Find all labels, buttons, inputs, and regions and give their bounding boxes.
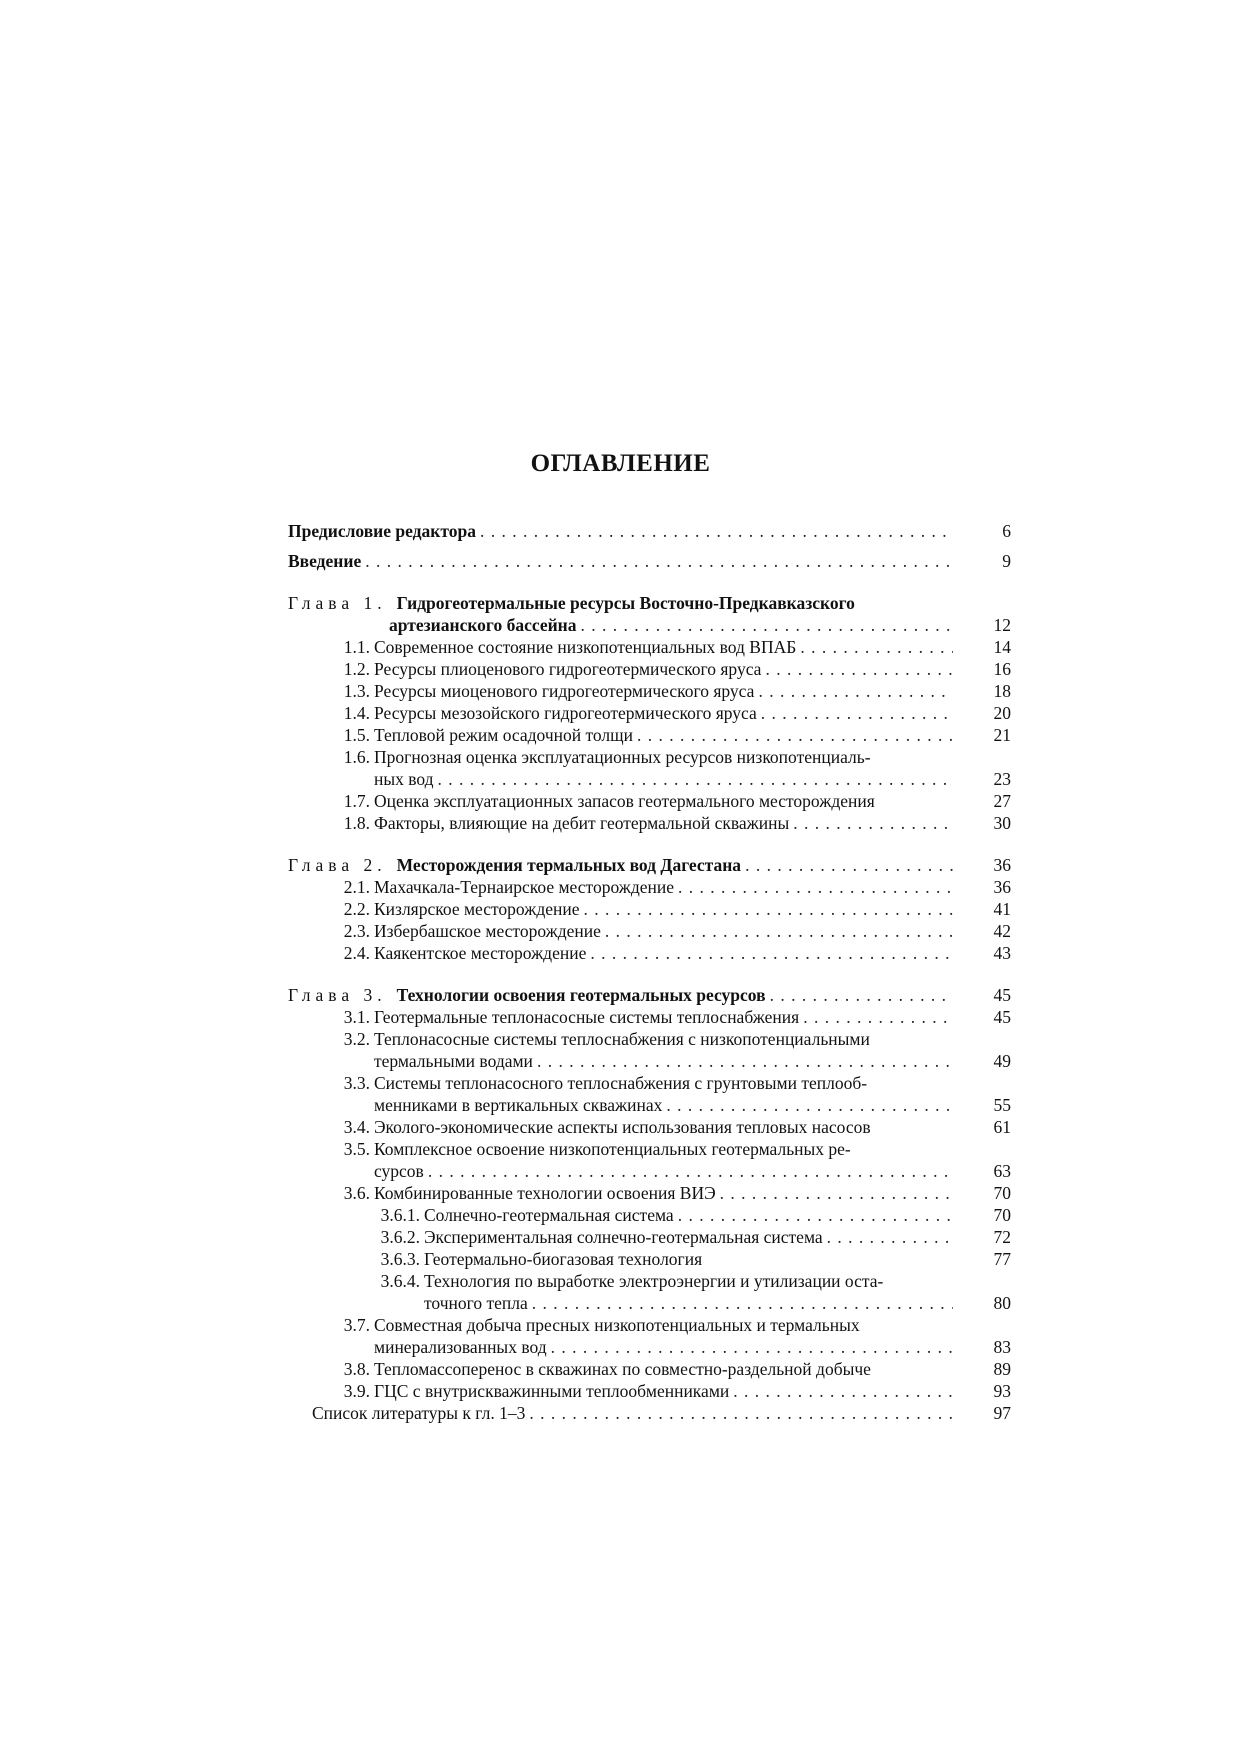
section-number: 2.1. [343, 877, 370, 897]
page-number: 42 [993, 921, 1011, 941]
dot-leader [789, 812, 953, 834]
dot-leader [674, 1204, 953, 1226]
toc-entry-text: Махачкала-Тернаирское месторождение [374, 877, 675, 897]
toc-entry-text: Солнечно-геотермальная система [424, 1205, 674, 1225]
page-number: 43 [993, 943, 1011, 963]
dot-leader [577, 614, 953, 636]
toc-entry-text: термальными водами [374, 1051, 533, 1071]
section-number: 2.2. [343, 899, 370, 919]
page-number: 21 [993, 725, 1011, 745]
dot-leader [716, 1182, 953, 1204]
toc-entry-text: Геотермально-биогазовая технология [424, 1249, 703, 1269]
toc-entry-text: Современное состояние низкопотенциальных вод ВПАБ [374, 637, 797, 657]
section-number: 1.4. [343, 703, 370, 723]
toc-entry-text: минерализованных вод [374, 1337, 547, 1357]
section-number: 1.3. [343, 681, 370, 701]
toc-entry-text: Тепломассоперенос в скважинах по совместно-раздельной добыче [374, 1359, 871, 1379]
chapter-title: Месторождения термальных вод Дагестана [396, 855, 742, 875]
chapter-label: Глава 3. [288, 985, 387, 1005]
toc-subentry-cont[interactable] [288, 1292, 1011, 1314]
section-number: 3.6.1. [380, 1205, 420, 1225]
dot-leader [757, 702, 953, 724]
toc-entry[interactable] [288, 680, 1011, 702]
page-number: 16 [993, 659, 1011, 679]
toc-entry-text: Оценка эксплуатационных запасов геотермального месторождения [374, 791, 875, 811]
toc-entry-text: Комбинированные технологии освоения ВИЭ [374, 1183, 716, 1203]
page-number: 80 [993, 1293, 1011, 1313]
toc-entry[interactable] [288, 746, 953, 768]
toc-entry[interactable] [288, 876, 1011, 898]
toc-entry-text: Ресурсы миоценового гидрогеотермического яруса [374, 681, 755, 701]
dot-leader [580, 898, 953, 920]
toc-entry-cont[interactable] [288, 1336, 1011, 1358]
section-number: 3.8. [343, 1359, 370, 1379]
toc-chapter-1-heading-cont[interactable] [288, 614, 1011, 636]
toc-entry[interactable] [288, 1006, 1011, 1028]
page-number: 63 [993, 1161, 1011, 1181]
dot-leader [729, 1380, 953, 1402]
toc-entry-text: Каякентское месторождение [374, 943, 587, 963]
page-number: 70 [993, 1205, 1011, 1225]
page-number: 23 [993, 769, 1011, 789]
toc-entry[interactable] [288, 1028, 953, 1050]
toc-entry-text: Комплексное освоение низкопотенциальных геотермальных ре- [374, 1139, 851, 1159]
page-number: 41 [993, 899, 1011, 919]
toc-subentry[interactable] [288, 1248, 1011, 1270]
section-number: 3.9. [343, 1381, 370, 1401]
toc-entry-text: сурсов [374, 1161, 424, 1181]
section-number: 3.4. [343, 1117, 370, 1137]
toc-entry-cont[interactable] [288, 1050, 1011, 1072]
section-number: 3.6.3. [380, 1249, 420, 1269]
table-of-contents [288, 520, 1011, 1424]
page-number: 89 [993, 1359, 1011, 1379]
toc-entry[interactable] [288, 812, 1011, 834]
toc-entry-text: Введение [288, 551, 362, 571]
page-number: 83 [993, 1337, 1011, 1357]
dot-leader [823, 1226, 953, 1248]
dot-leader [741, 854, 953, 876]
page-number: 14 [993, 637, 1011, 657]
toc-entry-text: Совместная добыча пресных низкопотенциальных и термальных [374, 1315, 860, 1335]
toc-entry-text: Геотермальные теплонасосные системы теплоснабжения [374, 1007, 800, 1027]
section-number: 1.5. [343, 725, 370, 745]
toc-entry-text: Предисловие редактора [288, 521, 476, 541]
page-number: 12 [993, 615, 1011, 635]
toc-entry-text: Ресурсы мезозойского гидрогеотермического яруса [374, 703, 757, 723]
section-number: 3.7. [343, 1315, 370, 1335]
section-number: 1.1. [343, 637, 370, 657]
toc-entry-text: Факторы, влияющие на дебит геотермальной скважины [374, 813, 790, 833]
page-number: 55 [993, 1095, 1011, 1115]
toc-entry[interactable] [288, 702, 1011, 724]
toc-chapter-2-heading[interactable] [288, 854, 1011, 876]
page-number: 20 [993, 703, 1011, 723]
toc-entry[interactable] [288, 1072, 953, 1094]
chapter-label: Глава 1. [288, 593, 387, 613]
toc-chapter-1-heading[interactable] [288, 592, 953, 614]
toc-entry[interactable] [288, 898, 1011, 920]
page-number: 45 [993, 1007, 1011, 1027]
section-number: 3.3. [343, 1073, 370, 1093]
dot-leader [796, 636, 953, 658]
toc-entry-preface[interactable] [288, 520, 1011, 542]
toc-entry-text: Экспериментальная солнечно-геотермальная система [424, 1227, 823, 1247]
toc-entry[interactable] [288, 1138, 953, 1160]
toc-entry-bibliography[interactable] [288, 1402, 1011, 1424]
section-number: 3.1. [343, 1007, 370, 1027]
page-number: 36 [993, 877, 1011, 897]
page-number: 77 [993, 1249, 1011, 1269]
section-number: 3.5. [343, 1139, 370, 1159]
toc-subentry[interactable] [288, 1270, 953, 1292]
dot-leader [754, 680, 953, 702]
section-number: 3.6.4. [380, 1271, 420, 1291]
page-number: 36 [993, 855, 1011, 875]
dot-leader [424, 1160, 953, 1182]
dot-leader [361, 550, 953, 572]
dot-leader [662, 1094, 953, 1116]
toc-entry-text: Системы теплонасосного теплоснабжения с грунтовыми теплооб- [374, 1073, 868, 1093]
toc-entry-text: Прогнозная оценка эксплуатационных ресурсов низкопотенциаль- [374, 747, 871, 767]
section-number: 3.6. [343, 1183, 370, 1203]
section-number: 3.2. [343, 1029, 370, 1049]
toc-entry-text: Избербашское месторождение [374, 921, 601, 941]
dot-leader [528, 1292, 953, 1314]
toc-entry[interactable] [288, 1116, 1011, 1138]
toc-entry[interactable] [288, 658, 1011, 680]
toc-entry[interactable] [288, 636, 1011, 658]
section-number: 3.6.2. [380, 1227, 420, 1247]
page-number: 27 [993, 791, 1011, 811]
dot-leader [674, 876, 953, 898]
dot-leader [766, 984, 953, 1006]
page-number: 30 [993, 813, 1011, 833]
page-number: 70 [993, 1183, 1011, 1203]
toc-entry-text: Ресурсы плиоценового гидрогеотермического яруса [374, 659, 762, 679]
toc-entry-introduction[interactable] [288, 550, 1011, 572]
toc-entry-text: ных вод [374, 769, 434, 789]
toc-entry-cont[interactable] [288, 1094, 1011, 1116]
toc-entry[interactable] [288, 790, 1011, 812]
toc-entry-cont[interactable] [288, 1160, 1011, 1182]
section-number: 2.4. [343, 943, 370, 963]
toc-subentry[interactable] [288, 1204, 1011, 1226]
toc-entry-text: Эколого-экономические аспекты использования тепловых насосов [374, 1117, 871, 1137]
toc-entry[interactable] [288, 724, 1011, 746]
dot-leader [586, 942, 953, 964]
toc-entry-text: точного тепла [424, 1293, 528, 1313]
toc-chapter-3-heading[interactable] [288, 984, 1011, 1006]
dot-leader [434, 768, 953, 790]
page-number: 97 [993, 1403, 1011, 1423]
page-number: 61 [993, 1117, 1011, 1137]
toc-subentry[interactable] [288, 1226, 1011, 1248]
page-number: 45 [993, 985, 1011, 1005]
toc-entry-text: Тепловой режим осадочной толщи [374, 725, 633, 745]
dot-leader [761, 658, 953, 680]
toc-entry-text: ГЦС с внутрискважинными теплообменниками [374, 1381, 730, 1401]
toc-entry[interactable] [288, 1314, 953, 1336]
toc-entry-text: менниками в вертикальных скважинах [374, 1095, 663, 1115]
page-number: 93 [993, 1381, 1011, 1401]
toc-entry-text: Теплонасосные системы теплоснабжения с низкопотенциальными [374, 1029, 870, 1049]
page-title: ОГЛАВЛЕНИЕ [530, 450, 711, 477]
page-number: 9 [1002, 551, 1011, 571]
dot-leader [476, 520, 953, 542]
toc-entry[interactable] [288, 920, 1011, 942]
toc-entry[interactable] [288, 1182, 1011, 1204]
chapter-title: Гидрогеотермальные ресурсы Восточно-Предкавказского [396, 593, 855, 613]
section-number: 1.6. [343, 747, 370, 767]
toc-entry[interactable] [288, 1358, 1011, 1380]
toc-entry[interactable] [288, 1380, 1011, 1402]
toc-entry-text: Кизлярское месторождение [374, 899, 580, 919]
page-number: 18 [993, 681, 1011, 701]
toc-entry[interactable] [288, 942, 1011, 964]
chapter-label: Глава 2. [288, 855, 387, 875]
page-number: 72 [993, 1227, 1011, 1247]
dot-leader [525, 1402, 953, 1424]
page-number: 49 [993, 1051, 1011, 1071]
dot-leader [633, 724, 953, 746]
chapter-title: Технологии освоения геотермальных ресурсов [396, 985, 766, 1005]
toc-entry-cont[interactable] [288, 768, 1011, 790]
section-number: 1.7. [343, 791, 370, 811]
dot-leader [533, 1050, 953, 1072]
page-number: 6 [1002, 521, 1011, 541]
dot-leader [547, 1336, 953, 1358]
section-number: 1.2. [343, 659, 370, 679]
section-number: 2.3. [343, 921, 370, 941]
chapter-title: артезианского бассейна [389, 615, 577, 635]
toc-entry-text: Технология по выработке электроэнергии и утилизации оста- [424, 1271, 884, 1291]
dot-leader [799, 1006, 953, 1028]
dot-leader [601, 920, 953, 942]
toc-entry-text: Список литературы к гл. 1–3 [312, 1403, 526, 1423]
section-number: 1.8. [343, 813, 370, 833]
